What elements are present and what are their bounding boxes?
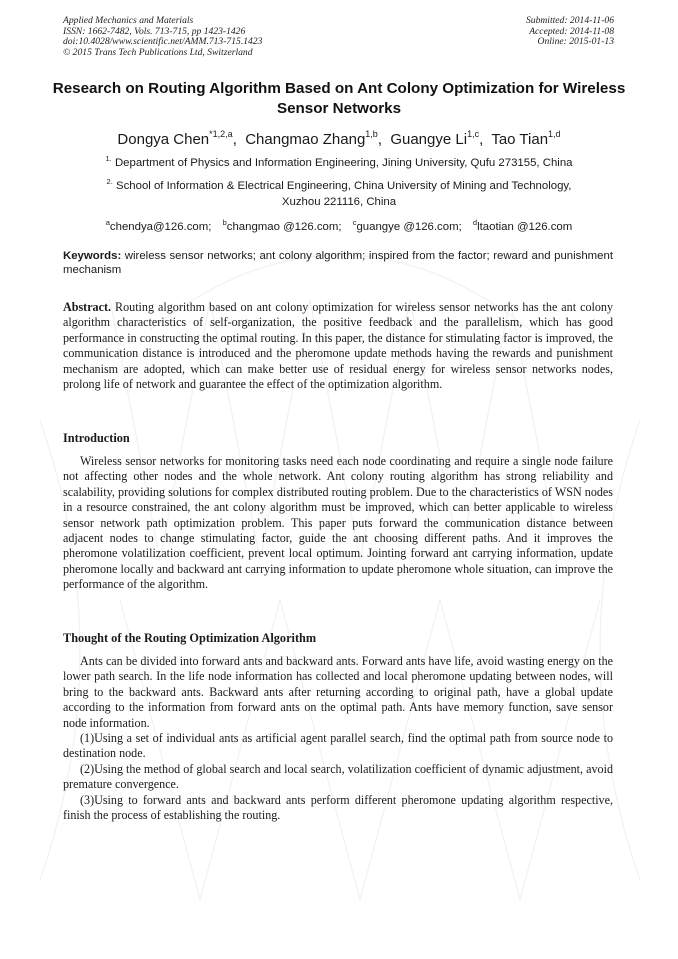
list-item: (1)Using a set of individual ants as artificial agent parallel search, find the optimal path from source node to destination node. bbox=[63, 731, 613, 761]
abstract bbox=[63, 300, 613, 392]
publication-dates bbox=[526, 16, 614, 48]
email[interactable]: $^d$ltaotian @126.com bbox=[472, 218, 573, 233]
keywords-label: Keywords: bbox=[63, 250, 122, 262]
email[interactable]: $^c$guangye @126.com; bbox=[352, 218, 462, 233]
keywords bbox=[63, 250, 613, 278]
online-date: Online: 2015-01-13 bbox=[537, 36, 614, 48]
email[interactable]: $^a$chendya@126.com; bbox=[105, 218, 212, 233]
section-heading-introduction: Introduction bbox=[63, 431, 130, 445]
section-heading-thought: Thought of the Routing Optimization Algorithm bbox=[63, 631, 317, 645]
thought-section-body bbox=[63, 654, 613, 823]
affiliation-1: $^{1.}$ Department of Physics and Information Engineering, Jining University, Qufu 273155, China bbox=[105, 154, 573, 169]
author: Dongya Chen$^{*1,2,a}$, bbox=[117, 129, 237, 148]
accepted-date: Accepted: 2014-11-08 bbox=[529, 25, 614, 37]
abstract-text: Routing algorithm based on ant colony optimization for wireless sensor networks has the ant colony algorithm characteristics of self-organization, the positive feedback and the parallelism, which has good performance in constructing the optimal routing. In this paper, the distance for stimulating factor is improved, the communication distance is introduced and the pheromone update methods having the rewards and punishment mechanism are adopted, which can make better use of residual energy for wireless sensor networks nodes, prolong life of network and guarantee the effect of the optimization algorithm. bbox=[63, 300, 613, 392]
abstract-label: Abstract. bbox=[63, 300, 112, 314]
email[interactable]: $^b$changmao @126.com; bbox=[222, 218, 342, 233]
author: Changmao Zhang$^{1,b}$, bbox=[245, 129, 382, 148]
affiliation-2: $^{2.}$ School of Information & Electrical Engineering, China University of Mining and Technology, bbox=[106, 177, 572, 192]
author: Tao Tian$^{1,d}$ bbox=[491, 129, 561, 148]
paper-title: Research on Routing Algorithm Based on Ant Colony Optimization for Wireless Sensor Networks bbox=[52, 80, 626, 117]
list-item: (2)Using the method of global search and local search, volatilization coefficient of dynamic adjustment, avoid premature convergence. bbox=[63, 761, 613, 792]
doi-line: doi:10.4028/www.scientific.net/AMM.713-715.1423 bbox=[63, 36, 263, 48]
author-emails bbox=[40, 216, 638, 234]
keywords-text: wireless sensor networks; ant colony algorithm; inspired from the factor; reward and punishment mechanism bbox=[63, 250, 613, 276]
copyright-line: © 2015 Trans Tech Publications Ltd, Switzerland bbox=[63, 46, 253, 58]
paragraph: Ants can be divided into forward ants and backward ants. Forward ants have life, avoid wasting energy on the lower path search. In the life node information has collected and local pheromone updating between nodes, will bring to the backward ants. Backward ants after returning according to original path, have a global update according to the information from forward ants on the optimal path. Ants have memory function, save sensor node information. bbox=[63, 654, 613, 730]
author-list bbox=[0, 124, 678, 150]
issn-line: ISSN: 1662-7482, Vols. 713-715, pp 1423-1426 bbox=[63, 25, 246, 37]
list-item: (3)Using to forward ants and backward ants perform different pheromone updating algorithm respective, finish the process of establishing the routing. bbox=[63, 792, 613, 823]
affiliation-2-city: Xuzhou 221116, China bbox=[281, 196, 397, 208]
journal-name: Applied Mechanics and Materials bbox=[63, 15, 194, 26]
journal-meta bbox=[63, 16, 262, 58]
author: Guangye Li$^{1,c}$, bbox=[390, 129, 484, 148]
introduction-paragraph: Wireless sensor networks for monitoring tasks need each node coordinating and require a single node failure not affecting other nodes and the whole network. Ant colony routing algorithm has strong reliability and scalability, providing solutions for complex distributed routing problem. Due to the characteristics of WSN nodes in a resource constrained, the ant colony algorithm must be improved, which can better applicable to wireless sensor network path optimization problem. This paper puts forward the communication distance between adjacent nodes to change stimulating factor, guide the ant choosing different paths. And it improves the pheromone volatilization coefficient, prevent local optimum. Jointing forward ant carrying information, update pheromone locally and backward ant carrying information to update pheromone whole situation, can improve the performance of the algorithm. bbox=[63, 454, 613, 592]
submitted-date: Submitted: 2014-11-06 bbox=[525, 15, 614, 26]
